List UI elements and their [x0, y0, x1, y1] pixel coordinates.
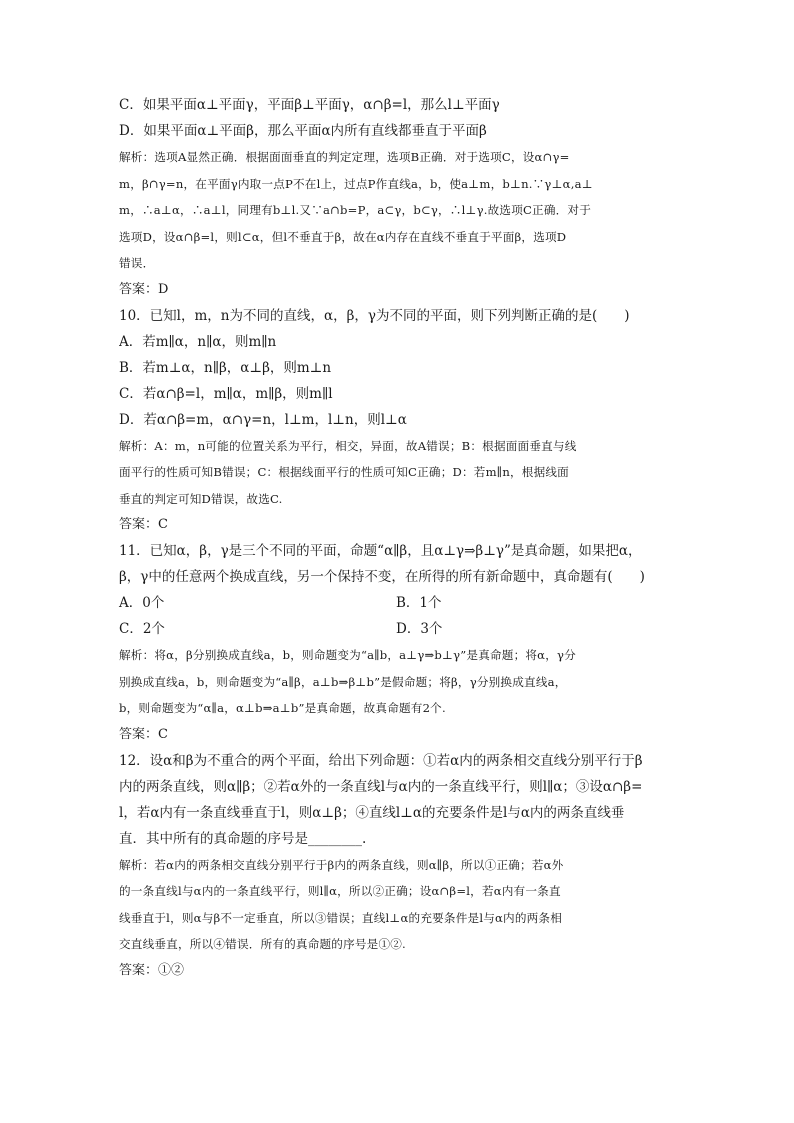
page-content — [119, 92, 679, 984]
q11-options-row — [119, 616, 679, 642]
q10-answer: 答案：C — [119, 517, 168, 532]
q12-analysis-line: 的一条直线l与α内的一条直线平行，则l∥α，所以②正确；设α∩β=l，若α内有一条直 — [119, 884, 561, 898]
q9-analysis-line: m，∴a⊥α，∴a⊥l，同理有b⊥l.又∵a∩b=P，a⊂γ，b⊂γ，∴l⊥γ.故选项C正确．对于 — [119, 203, 592, 217]
q11-analysis-line: 别换成直线a，b，则命题变为“a∥β，a⊥b⇒β⊥b”是假命题；将β，γ分别换成直线a， — [119, 674, 567, 689]
q12-stem-line: 12．设α和β为不重合的两个平面，给出下列命题：①若α内的两条相交直线分别平行于β — [119, 752, 643, 769]
q9-answer: 答案：D — [119, 281, 169, 297]
q12-analysis-line: 线垂直于l，则α与β不一定垂直，所以③错误；直线l⊥α的充要条件是l与α内的两条相 — [119, 910, 563, 925]
q12-answer: 答案：①② — [119, 962, 185, 978]
q11-analysis-line: b，则命题变为“α∥a，α⊥b⇒a⊥b”是真命题，故真命题有2个. — [119, 701, 446, 715]
q9-analysis-line: 选项D，设α∩β=l，则l⊂α，但l不垂直于β，故在α内存在直线不垂直于平面β，选项D — [119, 229, 567, 244]
q9-option-c: C．如果平面α⊥平面γ，平面β⊥平面γ，α∩β=l，那么l⊥平面γ — [119, 97, 500, 113]
q10-option-d: D．若α∩β=m，α∩γ=n，l⊥m，l⊥n，则l⊥α — [119, 411, 407, 428]
q10-option-c: C．若α∩β=l，m∥α，m∥β，则m∥l — [119, 385, 333, 402]
q9-analysis-line: 错误． — [119, 256, 155, 270]
q11-option-d: D．3个 — [396, 621, 443, 637]
q11-option-b: B．1个 — [396, 595, 442, 611]
q10-option-b: B．若m⊥α，n∥β，α⊥β，则m⊥n — [119, 359, 332, 376]
q9-analysis-line: m，β∩γ=n，在平面γ内取一点P不在l上，过点P作直线a，b，使a⊥m，b⊥n.∵γ⊥α,a⊥ — [119, 176, 593, 191]
q12-stem-line: l，若α内有一条直线垂直于l，则α⊥β；④直线l⊥α的充要条件是l与α内的两条直线垂 — [119, 804, 625, 821]
q11-option-c: C．2个 — [119, 621, 165, 637]
q11-analysis-line: 解析：将α，β分别换成直线a，b，则命题变为“a∥b，a⊥γ⇒b⊥γ”是真命题；将α，γ分 — [119, 648, 576, 662]
q10-option-a: A．若m∥α，n∥α，则m∥n — [119, 333, 277, 350]
q12-analysis-line: 解析：若α内的两条相交直线分别平行于β内的两条直线，则α∥β，所以①正确；若α外 — [119, 857, 564, 872]
q12-stem-line: 内的两条直线，则α∥β；②若α外的一条直线l与α内的一条直线平行，则l∥α；③设α∩β= — [119, 778, 643, 795]
q12-stem-line: 直．其中所有的真命题的序号是________. — [119, 830, 367, 847]
q10-analysis-line: 垂直的判定可知D错误，故选C. — [119, 491, 283, 506]
q11-stem-line: β，γ中的任意两个换成直线，另一个保持不变，在所得的所有新命题中，真命题有( ) — [119, 569, 645, 585]
q10-analysis-line: 解析：A：m，n可能的位置关系为平行，相交，异面，故A错误；B：根据面面垂直与线 — [119, 438, 577, 453]
q10-analysis-line: 面平行的性质可知B错误；C：根据线面平行的性质可知C正确；D：若m∥n，根据线面 — [119, 465, 569, 479]
q12-analysis-line: 交直线垂直，所以④错误．所有的真命题的序号是①②. — [119, 937, 406, 951]
q11-option-a: A．0个 — [119, 595, 165, 611]
q11-options-row — [119, 590, 679, 616]
q11-answer: 答案：C — [119, 726, 168, 742]
q10-stem: 10．已知l，m，n为不同的直线，α，β，γ为不同的平面，则下列判断正确的是( ) — [119, 307, 630, 324]
q9-option-d: D．如果平面α⊥平面β，那么平面α内所有直线都垂直于平面β — [119, 123, 487, 139]
q11-stem-line: 11．已知α，β，γ是三个不同的平面，命题“α∥β，且α⊥γ⇒β⊥γ”是真命题，如果把α， — [119, 543, 642, 559]
q9-analysis-line: 解析：选项A显然正确．根据面面垂直的判定定理，选项B正确．对于选项C，设α∩γ= — [119, 150, 570, 164]
